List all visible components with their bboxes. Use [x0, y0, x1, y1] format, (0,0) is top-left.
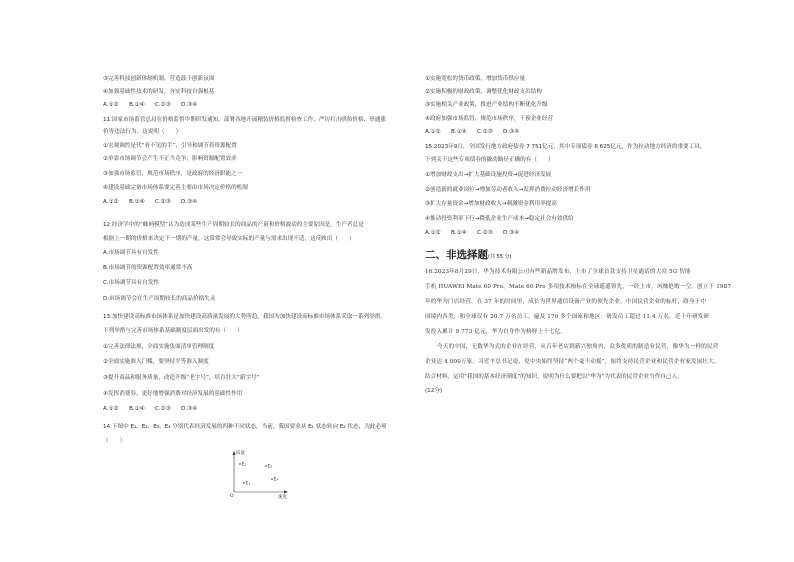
option-a: A.①② — [425, 230, 441, 236]
option-a: A.①② — [103, 406, 119, 412]
question-16-prompt: 结合材料，运用“我国的基本经济制度”的知识，说明为什么要把以“华为”为代表的民营企业当作自己人。 — [425, 374, 683, 380]
origin-label: O — [230, 494, 234, 499]
right-line: ③扩大存量资金→增加财政收入→刺激资金利用率提高 — [425, 201, 557, 207]
point-e4-label: E₄ — [273, 477, 279, 483]
left-line: ③提升商品和服务质量，改造升级“老字号”，培育壮大“新字号” — [103, 375, 260, 381]
question-16-text: 16.2023年8月29日，华为技术有限公司有些新品牌发布，上市了全球首款支持卫星通话的大众 5G 智能 — [425, 269, 691, 275]
point-e2-label: E₂ — [267, 464, 273, 470]
option-a: A.①② — [103, 199, 119, 205]
left-line: （ ） — [103, 438, 126, 444]
right-line: ③实施相关产业政策，推进产业结构不断优化升级 — [425, 102, 548, 108]
answer-options — [425, 230, 529, 237]
left-line: 下列举措与完善市场体系基础制度层面出发的有（ ） — [103, 328, 243, 334]
option-line: C.市场调节具有自发性 — [103, 280, 160, 286]
question-16-text: 手机 HUAWEI Mate 60 Pro。Mate 60 Pro 多项技术指标在全球遥遥领先，一经上市，风靡抢购一空。创立于 1987 — [425, 284, 732, 290]
quality-speed-graph — [228, 448, 288, 498]
option-d: D.③④ — [503, 230, 520, 236]
left-line: ③加强市场监管，规范市场秩序，是政府的经济职能之一 — [103, 171, 243, 177]
right-line: ④政府加强市场监管，规范市场秩序，干预企业经营 — [425, 116, 554, 122]
question-14-stem: 14.下图中 E₁、E₂、E₃、E₄ 分别代表经济发展的四种不同状态，当前，我国要求从 E₁ 状态转向 E₂ 状态，为此必须 — [103, 424, 387, 430]
option-c: C.②③ — [155, 406, 171, 412]
question-15-stem: 15.2023年9月，全国发行地方政府债券 7 751亿元，其中专项债券 6 625亿元，作为拉动地方经济的重要工具， — [425, 144, 706, 150]
right-line: ②实施积极的财政政策，调整优化财政支出结构 — [425, 89, 542, 95]
option-d: D.③④ — [181, 102, 198, 108]
option-c: C.②③ — [155, 102, 171, 108]
option-b: B.①④ — [451, 129, 467, 135]
option-c: C.②③ — [477, 129, 493, 135]
option-d: D.③④ — [181, 406, 198, 412]
section-title-text: 二、非选择题 — [425, 249, 488, 261]
question-16-text: 企业达 4 000万家。习近平总书记说，党中央始终坚持“两个毫不动摇”，始终支持民营企业和民营企业家发展壮大。 — [425, 359, 720, 365]
left-line: ②单靠市场调节会产生不正当竞争，影响资源配置效率 — [103, 156, 237, 162]
section-title — [425, 247, 511, 262]
section-score: (共 55 分) — [488, 254, 512, 260]
option-b: B.①④ — [451, 230, 467, 236]
answer-options — [103, 102, 207, 109]
option-d: D.③④ — [181, 199, 198, 205]
y-axis-label: 质量 — [236, 451, 245, 456]
left-line: ④发挥消费券，更好地增强消费对经济发展的基础性作用 — [103, 391, 243, 397]
question-16-text: 年的华为门店经营，在 37 年的时间里，成长为世界通信设备产业的领先企业，中国民营企业的标杆，跻身于中 — [425, 299, 707, 305]
option-c: C.②③ — [477, 230, 493, 236]
right-line: 下列关于这些专项债券的撬动路径正确的有（ ） — [425, 157, 554, 163]
left-line: ②全面实施准入门槛，要坚持平等准入制度 — [103, 359, 209, 365]
right-line: ①实施宽松的货币政策，增加货币供应量 — [425, 76, 526, 82]
question-11-stem: 11.国家市场监管总局在价格监督中期印发通知，部署各地开展精装价格监督检查工作，严厉打击哄抬价格、串通涨 — [103, 117, 386, 123]
option-c: C.②③ — [155, 199, 171, 205]
right-line: ①增加财政支出→扩大基础设施投资→促进经济发展 — [425, 172, 552, 178]
option-b: B.①④ — [129, 102, 145, 108]
left-line: ④建设基础完备市场体系要完善主要由市场决定价格的机制 — [103, 185, 248, 191]
right-line: ④推动投资利率下行→降低企业生产成本→稳定社会有效供给 — [425, 216, 574, 222]
option-a: A.①② — [425, 129, 441, 135]
x-axis-label: 速度 — [278, 495, 287, 500]
right-line: ②创造新的就业岗位→增加劳动者收入→发挥消费拉动经济增长作用 — [425, 187, 591, 193]
question-16-text: 发投入累计 9 773 亿元，华为自身作为榜样上十七亿。 — [425, 329, 567, 335]
answer-options — [103, 199, 207, 206]
option-a: A.①② — [103, 102, 119, 108]
left-line: ①宏观调控是代“看不见的手”，引导和调节着资源配置 — [103, 143, 237, 149]
left-line: ③完善科技创新体制机制，营造鼓于创新氛围 — [103, 76, 215, 82]
option-line: D.市场调节会在生产周期较长的商品价格失灵 — [103, 296, 216, 302]
left-line: ①完善法律法规，全面实施负面清单管理制度 — [103, 344, 215, 350]
question-16-text: 今天的中国，无数华为式的企业在经营，从百年老店到新兴独角兽，众多优质的制造业民营，像华为一样的民营 — [437, 344, 719, 350]
point-e3-label: E₃ — [245, 481, 251, 487]
question-12-stem: 12.经济学中的“蛛网模型”认为造成某些生产周期较长的商品的产量和价格波动的主要原因是，生产者总是 — [103, 222, 364, 228]
left-line: ④加强基础性技术的研发，夯实科技自强根基 — [103, 89, 215, 95]
option-b: B.①④ — [129, 406, 145, 412]
question-16-text: 国境内各类，和全球仅有 20.7 万名员工，遍及 170 多个国家和地区：研发员工超过 11.4 万名，近十年研发研 — [425, 314, 710, 320]
option-b: B.①④ — [129, 199, 145, 205]
question-13-stem: 13.加快建设高标准市场体系是加快建设高质量发展的大势所趋，我国为加快建设高标准市场体系采取一系列举措。 — [103, 314, 386, 320]
left-line: 价等违法行为。这说明（ ） — [103, 129, 182, 135]
option-line: B.市场调节的资源配置效率通常不高 — [103, 265, 193, 271]
option-d: D.③④ — [503, 129, 520, 135]
point-e1-label: E₁ — [241, 462, 247, 468]
answer-options — [103, 406, 207, 413]
x-axis-arrow — [284, 491, 288, 494]
option-line: A.市场调节具有自发性 — [103, 250, 159, 256]
left-line: 根据上一期的价格来决定下一期的产量，这常常会导致实际的产量与需求出现不适，这反映出（ ） — [103, 236, 355, 242]
answer-options — [425, 129, 529, 136]
question-16-score: (12分) — [425, 388, 443, 394]
